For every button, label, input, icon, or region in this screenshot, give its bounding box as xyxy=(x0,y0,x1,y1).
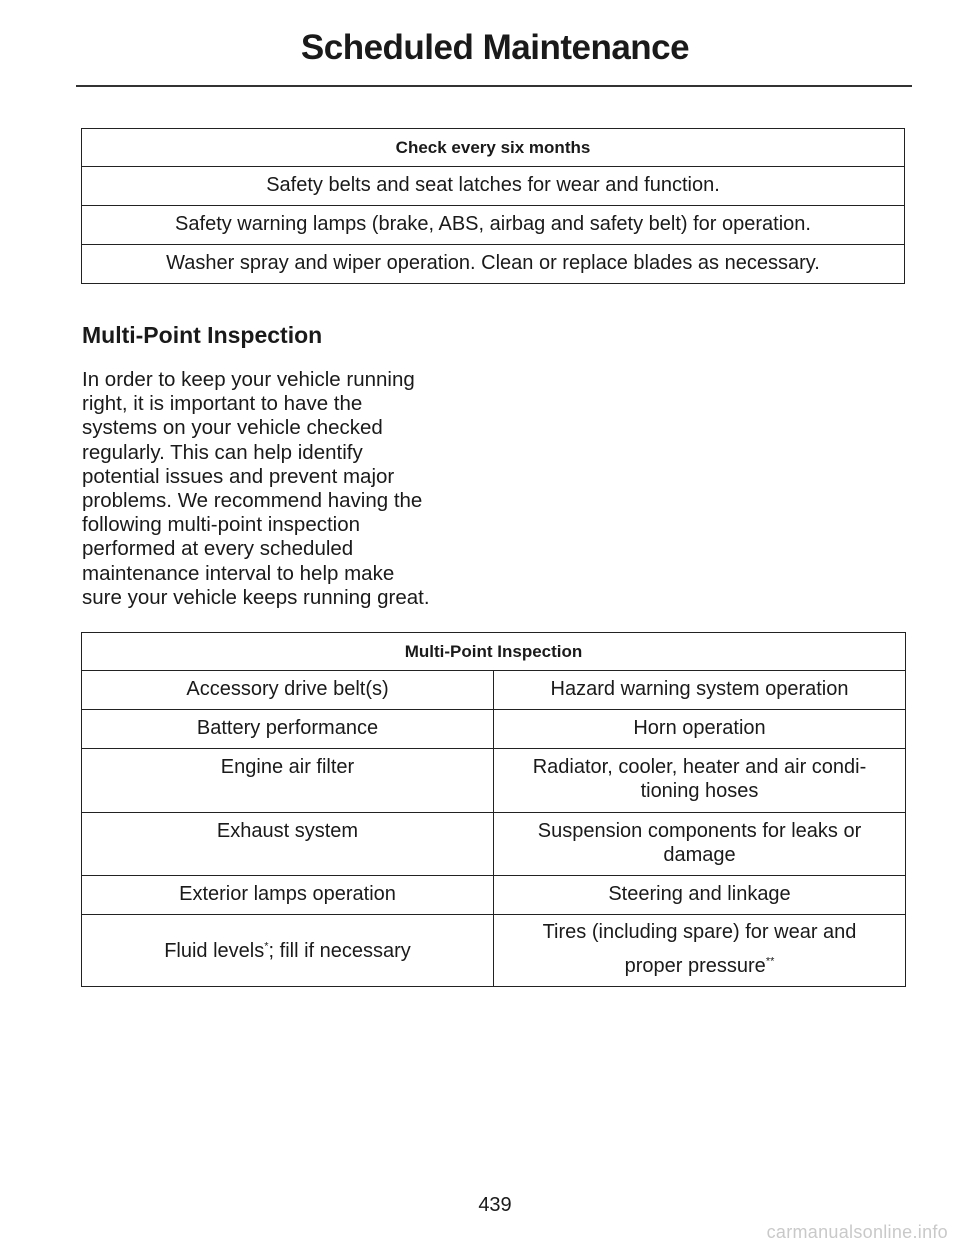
table-row xyxy=(82,167,905,206)
intro-paragraph xyxy=(82,368,482,610)
intro-line: In order to keep your vehicle running xyxy=(82,368,415,391)
table-header-row xyxy=(82,633,906,671)
cell-text: Fluid levels xyxy=(164,939,265,962)
watermark: carmanualsonline.info xyxy=(766,1222,948,1242)
table-row xyxy=(82,876,906,915)
intro-line: regularly. This can help identify xyxy=(82,440,363,464)
table-header-row xyxy=(82,129,905,167)
table-heading: Check every six months xyxy=(82,129,905,167)
intro-line: systems on your vehicle checked xyxy=(82,416,383,440)
table-cell-right xyxy=(494,915,906,987)
table-row xyxy=(82,749,906,813)
table-row xyxy=(82,813,906,876)
intro-line: potential issues and prevent major xyxy=(82,464,395,488)
six-months-table xyxy=(81,128,905,284)
cell-line: Suspension components for leaks or xyxy=(537,820,862,842)
intro-line: performed at every scheduled xyxy=(82,537,354,561)
table-cell: Safety warning lamps (brake, ABS, airbag and safety belt) for operation. xyxy=(82,206,905,245)
table-cell-right xyxy=(494,813,906,876)
table-row xyxy=(82,671,906,710)
table-row xyxy=(82,915,906,987)
intro-line: right, it is important to have the xyxy=(82,392,363,416)
intro-line: problems. We recommend having the xyxy=(82,489,423,513)
table-cell-right xyxy=(494,749,906,813)
table-cell-left: Engine air filter xyxy=(82,749,494,813)
multi-point-table xyxy=(81,632,906,987)
table-cell: Washer spray and wiper operation. Clean or replace blades as necessary. xyxy=(82,245,905,284)
table-heading: Multi-Point Inspection xyxy=(82,633,906,671)
cell-line: damage xyxy=(663,844,736,866)
table-row xyxy=(82,245,905,284)
cell-line: Tires (including spare) for wear and xyxy=(542,921,857,943)
table-cell-right: Hazard warning system operation xyxy=(494,671,906,710)
intro-line: maintenance interval to help make xyxy=(82,561,395,585)
table-cell-left: Exterior lamps operation xyxy=(82,876,494,915)
intro-line: following multi-point inspection xyxy=(82,513,361,537)
table-cell-right: Steering and linkage xyxy=(494,876,906,915)
table-cell-left xyxy=(82,915,494,987)
title-divider xyxy=(76,85,912,87)
table-cell-left: Exhaust system xyxy=(82,813,494,876)
cell-line: tioning hoses xyxy=(640,780,759,802)
table-cell-left: Battery performance xyxy=(82,710,494,749)
cell-line: Radiator, cooler, heater and air condi- xyxy=(532,756,867,778)
table-cell-right: Horn operation xyxy=(494,710,906,749)
cell-text: ; fill if necessary xyxy=(268,939,411,962)
table-cell: Safety belts and seat latches for wear and function. xyxy=(82,167,905,206)
footnote-mark: * xyxy=(264,939,269,952)
page-title: Scheduled Maintenance xyxy=(300,28,690,67)
table-cell-left: Accessory drive belt(s) xyxy=(82,671,494,710)
table-row xyxy=(82,206,905,245)
section-heading: Multi-Point Inspection xyxy=(82,322,323,348)
page-number: 439 xyxy=(478,1194,512,1216)
table-row xyxy=(82,710,906,749)
intro-line: sure your vehicle keeps running great. xyxy=(82,585,430,609)
footnote-mark: ** xyxy=(765,955,775,968)
cell-text: proper pressure xyxy=(624,955,766,977)
